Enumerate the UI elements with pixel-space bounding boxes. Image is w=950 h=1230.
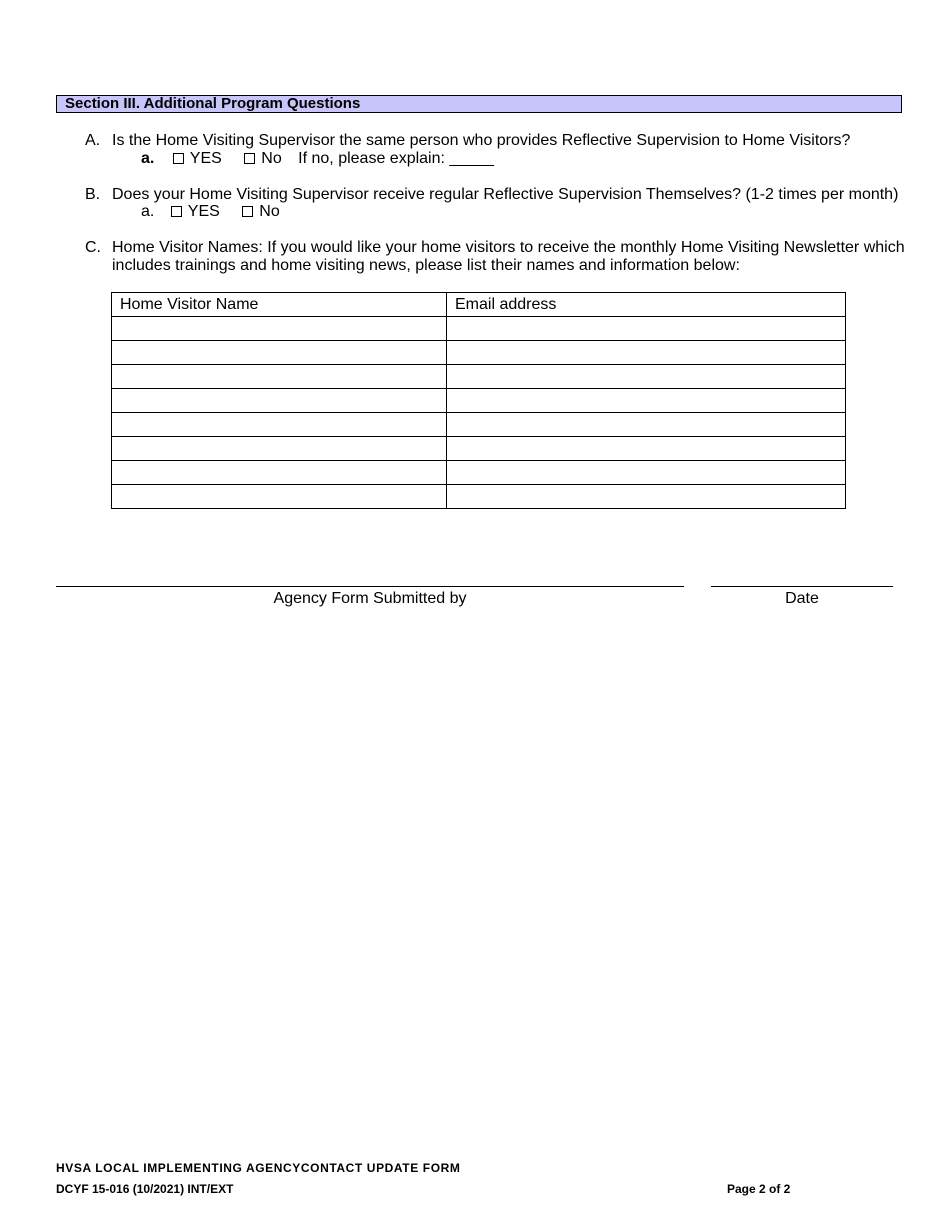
visitor-name-cell[interactable] <box>112 389 447 413</box>
question-a-letter: A. <box>85 132 101 149</box>
visitor-name-cell[interactable] <box>112 485 447 509</box>
visitor-email-cell[interactable] <box>447 317 846 341</box>
submitted-by-label: Agency Form Submitted by <box>273 590 467 607</box>
table-row <box>112 461 846 485</box>
question-b-yes-checkbox[interactable] <box>171 206 182 217</box>
footer-form-code: DCYF 15-016 (10/2021) INT/EXT <box>56 1182 234 1196</box>
question-c-letter: C. <box>85 239 101 256</box>
table-header-row <box>112 293 846 317</box>
table-row <box>112 341 846 365</box>
table-header-email: Email address <box>447 293 846 317</box>
visitor-email-cell[interactable] <box>447 389 846 413</box>
section-header: Section III. Additional Program Questions <box>56 95 902 113</box>
question-a-yes-label: YES <box>189 150 222 167</box>
question-c-text-line1: Home Visitor Names: If you would like your home visitors to receive the monthly Home Visiting Newsletter which <box>112 239 905 256</box>
table-row <box>112 365 846 389</box>
question-a-yes-checkbox[interactable] <box>173 153 184 164</box>
question-b-options <box>141 203 280 221</box>
footer-form-title: HVSA LOCAL IMPLEMENTING AGENCYCONTACT UPDATE FORM <box>56 1161 461 1175</box>
visitor-name-cell[interactable] <box>112 461 447 485</box>
visitor-email-cell[interactable] <box>447 461 846 485</box>
question-a-no-label: No <box>261 150 282 167</box>
question-a-no-checkbox[interactable] <box>244 153 255 164</box>
table-row <box>112 389 846 413</box>
table-header-name: Home Visitor Name <box>112 293 447 317</box>
submitted-by-signature-line[interactable] <box>56 586 684 587</box>
visitor-email-cell[interactable] <box>447 437 846 461</box>
question-b-letter: B. <box>85 186 101 203</box>
question-b-sub-letter: a. <box>141 203 155 220</box>
visitor-email-cell[interactable] <box>447 485 846 509</box>
table-row <box>112 485 846 509</box>
visitor-name-cell[interactable] <box>112 317 447 341</box>
visitor-email-cell[interactable] <box>447 413 846 437</box>
visitor-name-cell[interactable] <box>112 437 447 461</box>
visitor-email-cell[interactable] <box>447 365 846 389</box>
question-b-no-label: No <box>259 203 280 220</box>
question-a-explain: If no, please explain: _____ <box>298 150 494 167</box>
question-a-sub-letter: a. <box>141 150 155 167</box>
date-label: Date <box>785 590 819 607</box>
table-row <box>112 317 846 341</box>
table-row <box>112 437 846 461</box>
question-a-options <box>141 150 494 168</box>
question-c-text-line2: includes trainings and home visiting news, please list their names and information below: <box>112 257 740 274</box>
question-a-text: Is the Home Visiting Supervisor the same person who provides Reflective Supervision to Home Visitors? <box>112 132 851 149</box>
table-row <box>112 413 846 437</box>
footer-page-number: Page 2 of 2 <box>727 1182 791 1196</box>
question-b-yes-label: YES <box>187 203 220 220</box>
home-visitor-table <box>111 292 846 509</box>
visitor-name-cell[interactable] <box>112 365 447 389</box>
visitor-name-cell[interactable] <box>112 341 447 365</box>
question-b-text: Does your Home Visiting Supervisor receive regular Reflective Supervision Themselves? (1-2 times per month) <box>112 186 899 203</box>
question-b-no-checkbox[interactable] <box>242 206 253 217</box>
visitor-name-cell[interactable] <box>112 413 447 437</box>
visitor-email-cell[interactable] <box>447 341 846 365</box>
date-signature-line[interactable] <box>711 586 893 587</box>
